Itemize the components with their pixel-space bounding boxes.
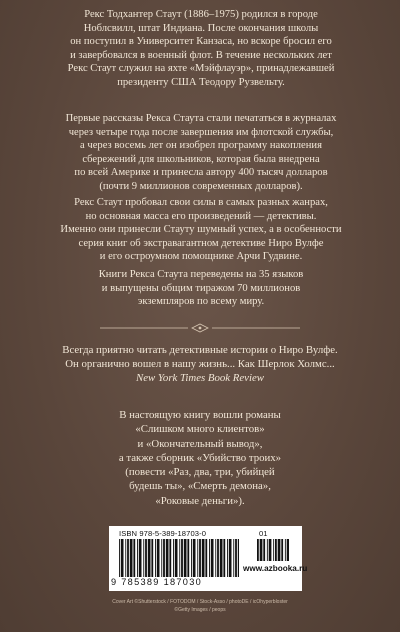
text-line: Рекс Стаут служил на яхте «Мэйфлауэр», принадлежавшей	[67, 63, 335, 75]
text-line: по всей Америке и принесла автору 400 тысяч долларов	[74, 167, 328, 179]
contents-line: «Слишком много клиентов»	[135, 423, 265, 436]
contents-line: (повести «Раз, два, три, убийцей	[125, 466, 275, 479]
contents-line: и «Окончательный вывод»,	[137, 437, 263, 450]
text-line: и его остроумном помощнике Арчи Гудвине.	[99, 251, 303, 263]
text-line: Именно они принесли Стауту шумный успех, а в особенности	[60, 224, 342, 236]
text-line: но основная масса его произведений — детективы.	[85, 210, 317, 222]
text-line: (почти 9 миллионов современных долларов).	[99, 180, 303, 192]
text-line: и выпущены общим тиражом 70 миллионов	[101, 282, 301, 294]
contents-line: будешь ты», «Смерть демона»,	[129, 480, 271, 493]
book-contents	[90, 408, 310, 508]
bio-paragraph-3	[40, 196, 362, 264]
publisher-website: www.azbooka.ru	[243, 564, 308, 573]
barcode-bars	[119, 539, 239, 577]
barcode-addon-label: 01	[259, 529, 268, 538]
text-line: он поступил в Университет Канзаса, но вскоре бросил его	[70, 36, 332, 48]
divider-ornament	[100, 323, 300, 333]
contents-line: а также сборник «Убийство троих»	[118, 451, 282, 464]
credits-line: ©Getty Images / peops	[174, 607, 226, 613]
cover-credits	[0, 598, 400, 614]
bio-paragraph-1	[40, 8, 362, 90]
text-line: серия книг об экстравагантном детективе Ниро Вулфе	[78, 237, 324, 249]
text-line: экземпляров по всему миру.	[137, 296, 265, 308]
text-line: через четыре года после завершения им флотской службы,	[68, 126, 334, 138]
text-line: Книги Рекса Стаута переведены на 35 языков	[98, 269, 304, 280]
isbn-label: ISBN 978-5-389-18703-0	[119, 529, 207, 538]
credits-line: Cover Art ©Shutterstock / FOTODOM / Stock-Asso / photoDE / icOhyperbloster	[112, 599, 288, 605]
press-quote	[30, 343, 370, 385]
contents-line: В настоящую книгу вошли романы	[119, 409, 281, 421]
barcode-digits: 9 785389 187030	[111, 577, 203, 587]
quote-line: Всегда приятно читать детективные истории о Ниро Вулфе.	[62, 344, 338, 356]
bio-paragraph-4	[40, 268, 362, 309]
contents-line: «Роковые деньги»).	[155, 494, 245, 507]
text-line: Рекс Стаут пробовал свои силы в самых разных жанрах,	[74, 197, 328, 208]
barcode-addon-bars	[257, 539, 289, 561]
text-line: а через восемь лет он изобрел программу накопления	[80, 140, 322, 152]
barcode	[109, 526, 308, 591]
quote-source: New York Times Book Review	[136, 372, 264, 384]
text-line: сбережений для школьников, которая была внедрена	[82, 153, 320, 165]
text-line: Ноблсвилл, штат Индиана. После окончания школы	[83, 22, 319, 34]
text-line: Рекс Тодхантер Стаут (1886–1975) родился в городе	[84, 9, 318, 20]
text-line: Первые рассказы Рекса Стаута стали печататься в журналах	[65, 113, 337, 124]
quote-line: Он органично вошел в нашу жизнь... Как Шерлок Холмс...	[65, 358, 335, 370]
text-line: президенту США Теодору Рузвельту.	[117, 76, 285, 88]
bio-paragraph-2	[40, 112, 362, 194]
text-line: и завербовался в военный флот. В течение нескольких лет	[70, 49, 332, 61]
